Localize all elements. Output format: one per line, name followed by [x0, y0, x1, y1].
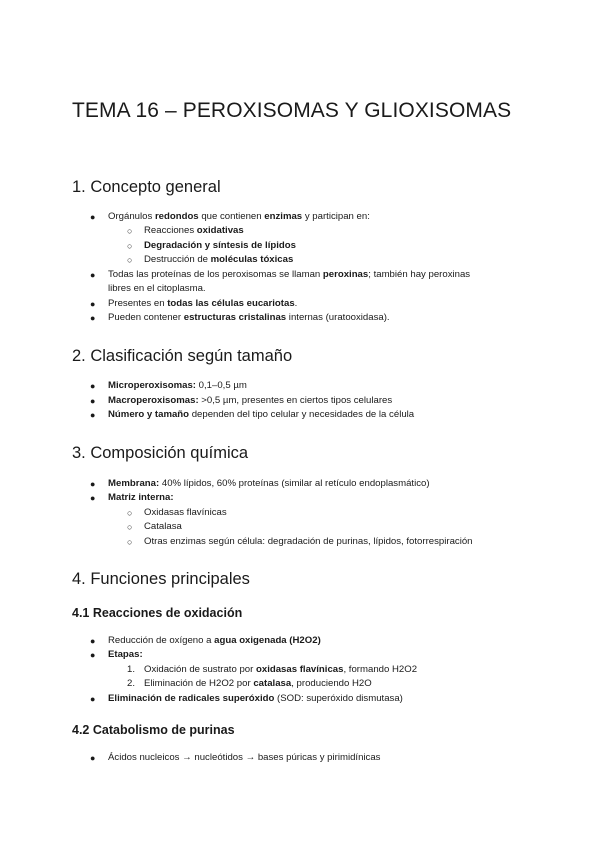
bullet-icon: ● — [90, 753, 96, 763]
list-item: Todas las proteínas de los peroxisomas se llaman peroxinas; también hay peroxinas — [108, 269, 471, 280]
sub-list-item: Otras enzimas según célula: degradación de purinas, lípidos, fotorrespiración — [144, 536, 473, 547]
circle-bullet-icon: ○ — [127, 522, 133, 532]
list-item: Etapas: — [108, 649, 143, 660]
list-item: Orgánulos redondos que contienen enzimas y participan en: — [108, 211, 370, 222]
circle-bullet-icon: ○ — [127, 255, 133, 265]
bullet-icon: ● — [90, 270, 96, 280]
bullet-icon: ● — [90, 694, 96, 704]
sub-list-item: Destrucción de moléculas tóxicas — [144, 254, 294, 265]
circle-bullet-icon: ○ — [127, 226, 133, 236]
document-title: TEMA 16 – PEROXISOMAS Y GLIOXISOMAS — [72, 99, 512, 122]
list-item: Matriz interna: — [108, 492, 174, 503]
circle-bullet-icon: ○ — [127, 241, 133, 251]
list-item: Pueden contener estructuras cristalinas internas (uratooxidasa). — [108, 312, 390, 323]
sub-list-item: Catalasa — [144, 521, 182, 532]
sub-list-item: Oxidasas flavínicas — [144, 507, 227, 518]
numbered-marker: 1. — [127, 664, 136, 675]
list-item: Eliminación de radicales superóxido (SOD: superóxido dismutasa) — [108, 693, 403, 704]
bullet-icon: ● — [90, 396, 96, 406]
list-item: Ácidos nucleicos → nucleótidos → bases púricas y pirimidínicas — [108, 752, 381, 763]
list-item: Reducción de oxígeno a agua oxigenada (H2O2) — [108, 635, 321, 646]
list-item: Membrana: 40% lípidos, 60% proteínas (similar al retículo endoplasmático) — [108, 478, 430, 489]
section-2-heading: 2. Clasificación según tamaño — [72, 347, 293, 365]
section-3-heading: 3. Composición química — [72, 444, 249, 462]
numbered-list-item: Eliminación de H2O2 por catalasa, produciendo H2O — [144, 678, 372, 689]
list-item: Presentes en todas las células eucariotas. — [108, 298, 298, 309]
bullet-icon: ● — [90, 212, 96, 222]
numbered-list-item: Oxidación de sustrato por oxidasas flavínicas, formando H2O2 — [144, 664, 418, 675]
bullet-icon: ● — [90, 636, 96, 646]
list-item: Número y tamaño dependen del tipo celular y necesidades de la célula — [108, 409, 415, 420]
sub-list-item: Reacciones oxidativas — [144, 225, 244, 236]
bullet-icon: ● — [90, 479, 96, 489]
bullet-icon: ● — [90, 381, 96, 391]
subsection-4-2-heading: 4.2 Catabolismo de purinas — [72, 723, 235, 737]
circle-bullet-icon: ○ — [127, 537, 133, 547]
section-4-heading: 4. Funciones principales — [72, 570, 250, 588]
sub-list-item: Degradación y síntesis de lípidos — [144, 240, 296, 251]
section-1-heading: 1. Concepto general — [72, 178, 221, 196]
bullet-icon: ● — [90, 493, 96, 503]
list-item: Microperoxisomas: 0,1–0,5 µm — [108, 380, 247, 391]
bullet-icon: ● — [90, 650, 96, 660]
bullet-icon: ● — [90, 299, 96, 309]
circle-bullet-icon: ○ — [127, 508, 133, 518]
list-item-continuation: libres en el citoplasma. — [108, 283, 206, 294]
bullet-icon: ● — [90, 410, 96, 420]
bullet-icon: ● — [90, 313, 96, 323]
list-item: Macroperoxisomas: >0,5 µm, presentes en ciertos tipos celulares — [108, 395, 393, 406]
subsection-4-1-heading: 4.1 Reacciones de oxidación — [72, 606, 243, 620]
numbered-marker: 2. — [127, 678, 136, 689]
